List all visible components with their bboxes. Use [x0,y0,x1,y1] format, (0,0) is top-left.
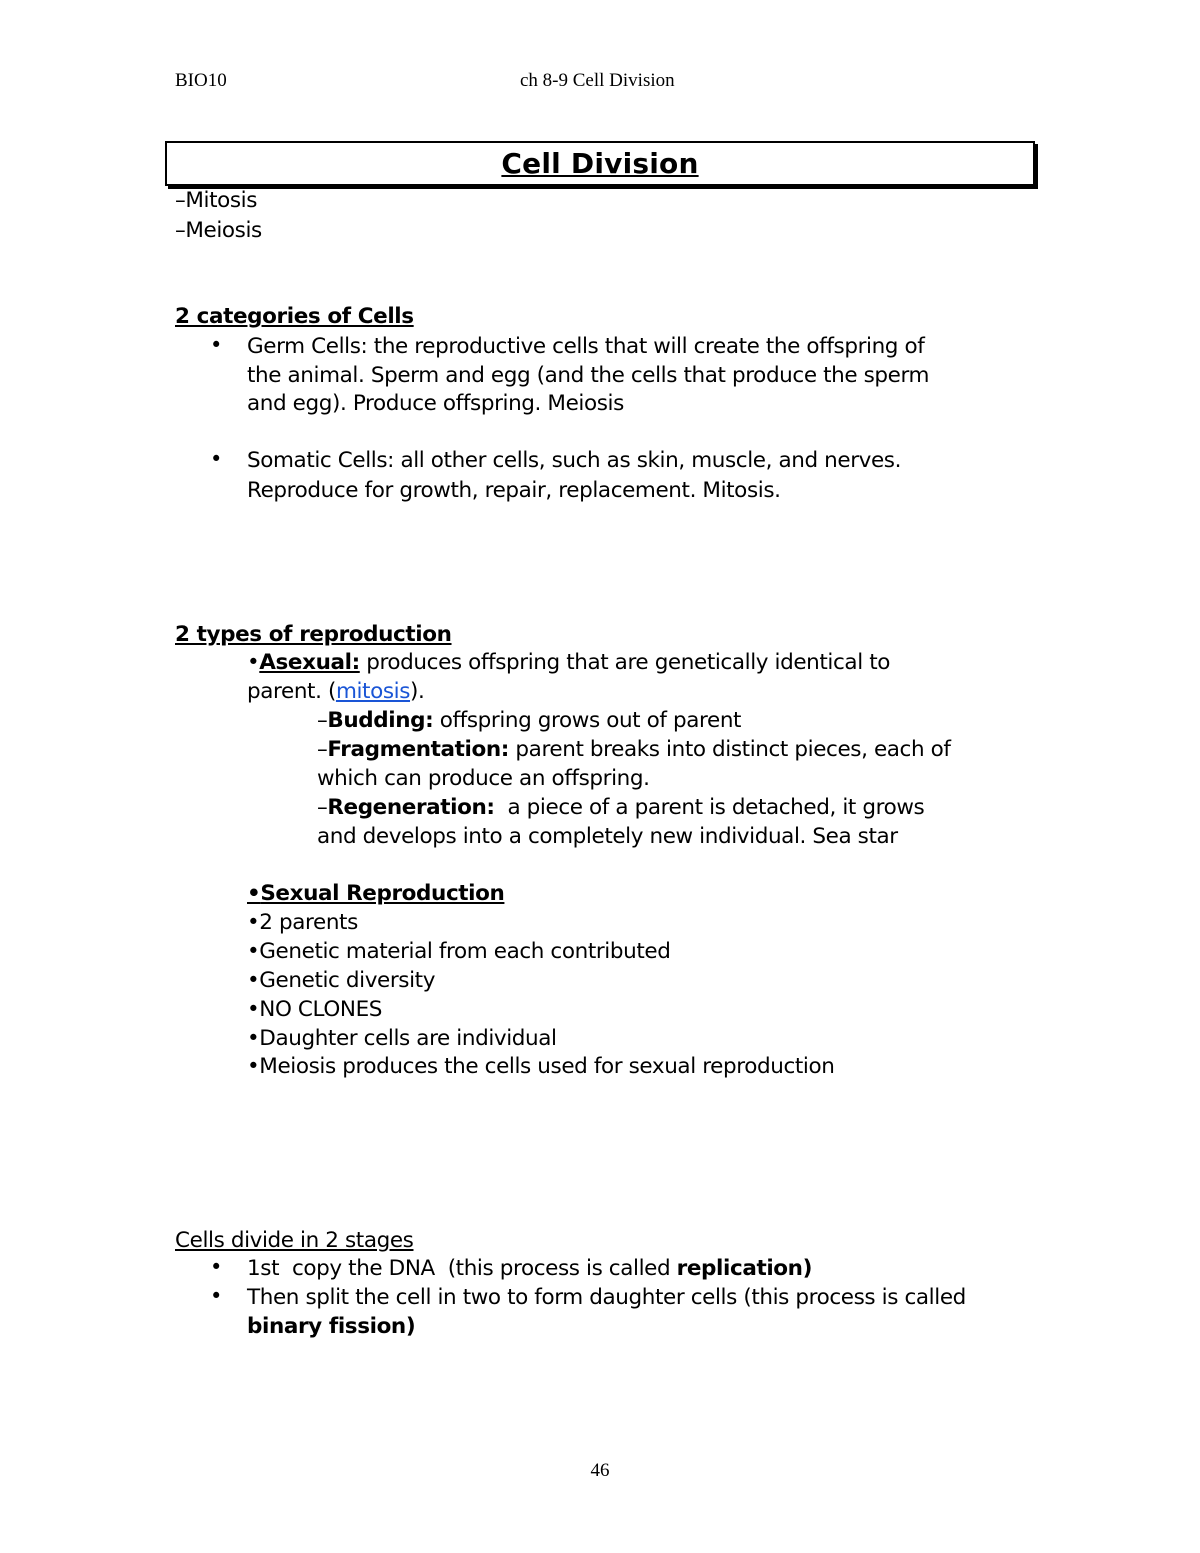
regeneration-text: a piece of a parent is detached, it grows [494,795,925,820]
bullet-icon: • [210,333,223,357]
dash: – [317,737,328,762]
asexual-line-2 [247,677,424,706]
germ-line-1: Germ Cells: the reproductive cells that will create the offspring of [247,334,925,359]
regeneration-label: Regeneration: [327,795,495,820]
sexual-item-text: Meiosis produces the cells used for sexual reproduction [259,1054,835,1079]
sexual-item-text: Genetic diversity [259,968,436,993]
fragmentation-text: parent breaks into distinct pieces, each of [508,737,951,762]
stage-1-text: 1st copy the DNA (this process is called [247,1256,677,1281]
header-left: BIO10 [175,70,227,91]
intro-meiosis: –Meiosis [175,218,262,243]
bullet-icon: • [247,881,261,906]
sexual-item [247,995,382,1024]
asexual-line-2-post: ). [410,679,425,704]
dash: – [317,708,328,733]
stage-2: Then split the cell in two to form daughter cells (this process is called [247,1285,966,1310]
bullet-icon: • [247,910,260,935]
asexual-label: Asexual: [259,650,360,675]
budding-text: offspring grows out of parent [433,708,742,733]
asexual-text: produces offspring that are genetically identical to [359,650,890,675]
bullet-icon: • [210,1284,223,1308]
asexual-line-2-pre: parent. ( [247,679,336,704]
somatic-line-2: Reproduce for growth, repair, replacement. Mitosis. [247,478,781,503]
regeneration-line [317,793,924,822]
bullet-icon: • [247,997,260,1022]
bullet-icon: • [210,1255,223,1279]
intro-mitosis: –Mitosis [175,188,258,213]
stage-1 [247,1254,812,1283]
sexual-item [247,908,358,937]
asexual-line-1 [247,648,890,677]
fragmentation-line [317,735,951,764]
bullet-icon: • [247,650,260,675]
header-center: ch 8-9 Cell Division [520,70,675,91]
regeneration-line-2: and develops into a completely new individual. Sea star [317,824,898,849]
sexual-item-text: NO CLONES [259,997,382,1022]
fragmentation-line-2: which can produce an offspring. [317,766,650,791]
sexual-item [247,966,435,995]
bullet-icon: • [247,1026,260,1051]
dash: – [317,795,328,820]
sexual-heading-text: Sexual Reproduction [260,881,505,906]
budding-label: Budding: [327,708,434,733]
budding-line [317,706,741,735]
germ-line-2: the animal. Sperm and egg (and the cells that produce the sperm [247,363,930,388]
fragmentation-label: Fragmentation: [327,737,509,762]
bullet-icon: • [247,939,260,964]
sexual-item-text: 2 parents [259,910,358,935]
sexual-item-text: Genetic material from each contributed [259,939,671,964]
sexual-item [247,937,670,966]
categories-heading: 2 categories of Cells [175,304,414,329]
stage-1-bold: replication) [676,1256,812,1281]
sexual-heading [247,879,504,908]
title-box [165,141,1035,186]
sexual-item [247,1024,557,1053]
somatic-line-1: Somatic Cells: all other cells, such as skin, muscle, and nerves. [247,448,902,473]
sexual-item [247,1052,834,1081]
stages-heading: Cells divide in 2 stages [175,1228,414,1253]
bullet-icon: • [210,447,223,471]
mitosis-link[interactable]: mitosis [335,679,411,704]
bullet-icon: • [247,968,260,993]
page-number: 46 [590,1460,610,1481]
germ-line-3: and egg). Produce offspring. Meiosis [247,391,624,416]
sexual-item-text: Daughter cells are individual [259,1026,557,1051]
reproduction-heading: 2 types of reproduction [175,622,452,647]
page-title: Cell Division [501,147,699,180]
stage-2-bold: binary fission) [247,1314,416,1339]
bullet-icon: • [247,1054,260,1079]
